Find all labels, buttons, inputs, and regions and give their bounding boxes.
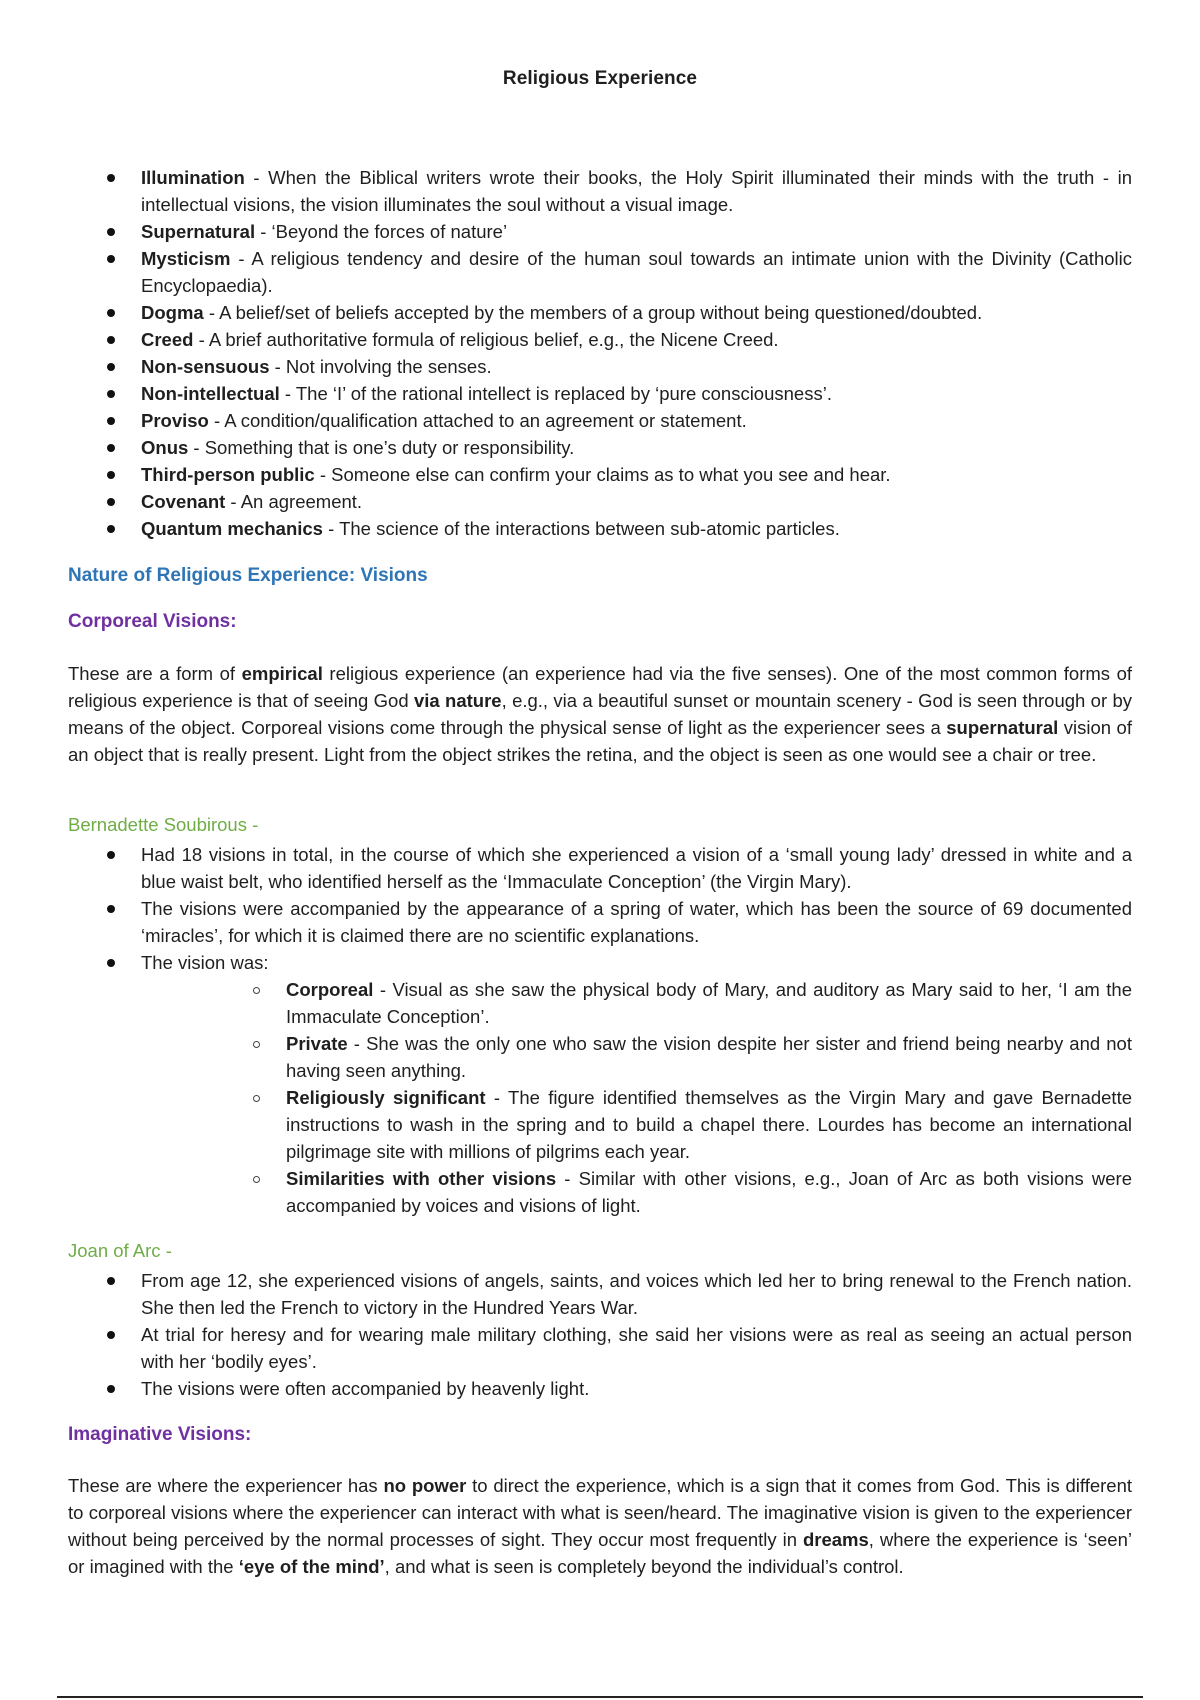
glossary-term: Onus	[141, 437, 189, 458]
list-item: From age 12, she experienced visions of angels, saints, and voices which led her to bring renewal to the French nation. She then led the French to victory in the Hundred Years War.	[68, 1267, 1132, 1321]
glossary-item	[68, 164, 1132, 218]
bold-run: empirical	[241, 663, 323, 684]
list-item: Had 18 visions in total, in the course of which she experienced a vision of a ‘small young lady’ dressed in white and a blue waist belt, who identified herself as the ‘Immaculate Conception’ (the Virgin Mary).	[68, 841, 1132, 895]
footer-divider	[57, 1696, 1143, 1698]
glossary-term: Supernatural	[141, 221, 256, 242]
text-run: to direct the experience, which is a sign that it comes from God. This is different to corporeal visions where the experiencer can interact with what is seen/heard. The imaginative vision is given to the experiencer without being perceived by the normal processes of sight. They occur most frequently in	[68, 1475, 1132, 1550]
glossary-definition: - A condition/qualification attached to an agreement or statement.	[208, 410, 747, 431]
text-run: , e.g., via a beautiful sunset or mountain scenery - God is seen through or by means of the object. Corporeal visions come through the physical sense of light as the experiencer sees a	[68, 690, 1132, 738]
glossary-item	[68, 299, 1132, 326]
glossary-definition: - The ‘I’ of the rational intellect is replaced by ‘pure consciousness’.	[279, 383, 832, 404]
glossary-term: Non-intellectual	[141, 383, 280, 404]
attribute-text: - Visual as she saw the physical body of Mary, and auditory as Mary said to her, ‘I am the Immaculate Conception’.	[286, 979, 1132, 1027]
sub-list-item	[141, 1030, 1132, 1084]
attribute-text: - Similar with other visions, e.g., Joan of Arc as both visions were accompanied by voices and visions of light.	[286, 1168, 1132, 1216]
glossary-item	[68, 218, 1132, 245]
bold-run: supernatural	[946, 717, 1059, 738]
glossary-item	[68, 245, 1132, 299]
list-item	[68, 949, 1132, 1219]
text-run: These are a form of	[68, 663, 242, 684]
text-run: , and what is seen is completely beyond the individual’s control.	[384, 1556, 904, 1577]
glossary-term: Proviso	[141, 410, 209, 431]
attribute-term: Private	[286, 1033, 348, 1054]
attribute-text: - The figure identified themselves as the Virgin Mary and gave Bernadette instructions to wash in the spring and to build a chapel there. Lourdes has become an international pilgrimage site with millions of pilgrims each year.	[286, 1087, 1133, 1162]
glossary-definition: - ‘Beyond the forces of nature’	[255, 221, 508, 242]
glossary-term: Quantum mechanics	[141, 518, 323, 539]
bernadette-list	[68, 841, 1132, 1219]
glossary-item	[68, 380, 1132, 407]
glossary-definition: - Something that is one’s duty or responsibility.	[188, 437, 575, 458]
glossary-term: Non-sensuous	[141, 356, 270, 377]
glossary-term: Dogma	[141, 302, 204, 323]
glossary-definition: - A brief authoritative formula of religious belief, e.g., the Nicene Creed.	[193, 329, 779, 350]
glossary-definition: - Not involving the senses.	[269, 356, 492, 377]
text-run: These are where the experiencer has	[68, 1475, 384, 1496]
text-run: , where the experience is ‘seen’ or imagined with the	[68, 1529, 1132, 1577]
corporeal-paragraph	[68, 660, 1132, 768]
text-run: vision of an object that is really present. Light from the object strikes the retina, and the object is seen as one would see a chair or tree.	[68, 717, 1132, 765]
sub-list-item	[141, 976, 1132, 1030]
attribute-term: Corporeal	[286, 979, 374, 1000]
list-item: The visions were accompanied by the appearance of a spring of water, which has been the source of 69 documented ‘miracles’, for which it is claimed there are no scientific explanations.	[68, 895, 1132, 949]
list-item-text: The vision was:	[141, 952, 269, 973]
imaginative-heading: Imaginative Visions:	[68, 1424, 252, 1445]
glossary-term: Mysticism	[141, 248, 231, 269]
glossary-item	[68, 434, 1132, 461]
corporeal-heading: Corporeal Visions:	[68, 611, 237, 632]
glossary-item	[68, 326, 1132, 353]
list-item: At trial for heresy and for wearing male military clothing, she said her visions were as real as seeing an actual person with her ‘bodily eyes’.	[68, 1321, 1132, 1375]
section-heading: Nature of Religious Experience: Visions	[68, 565, 428, 586]
glossary-term: Creed	[141, 329, 194, 350]
glossary-definition: - An agreement.	[225, 491, 363, 512]
glossary-item	[68, 353, 1132, 380]
bold-run: ‘eye of the mind’	[238, 1556, 385, 1577]
attribute-term: Religiously significant	[286, 1087, 486, 1108]
glossary-definition: - Someone else can confirm your claims as to what you see and hear.	[314, 464, 891, 485]
imaginative-paragraph	[68, 1472, 1132, 1580]
bold-run: via nature	[413, 690, 502, 711]
glossary-definition: - A belief/set of beliefs accepted by the members of a group without being questioned/doubted.	[203, 302, 983, 323]
glossary-item	[68, 515, 1132, 542]
attribute-text: - She was the only one who saw the vision despite her sister and friend being nearby and not having seen anything.	[286, 1033, 1132, 1081]
joan-list	[68, 1267, 1132, 1402]
vision-attributes-list	[141, 976, 1132, 1219]
glossary-term: Third-person public	[141, 464, 315, 485]
glossary-term: Illumination	[141, 167, 245, 188]
attribute-term: Similarities with other visions	[286, 1168, 557, 1189]
page-title: Religious Experience	[502, 68, 698, 89]
text-run: religious experience (an experience had via the five senses). One of the most common forms of religious experience is that of seeing God	[68, 663, 1132, 711]
sub-list-item	[141, 1084, 1132, 1165]
glossary-item	[68, 407, 1132, 434]
glossary-term: Covenant	[141, 491, 226, 512]
glossary-definition: - A religious tendency and desire of the human soul towards an intimate union with the Divinity (Catholic Encyclopaedia).	[141, 248, 1132, 296]
joan-heading: Joan of Arc -	[68, 1240, 172, 1261]
glossary-list	[68, 164, 1132, 542]
glossary-definition: - When the Biblical writers wrote their books, the Holy Spirit illuminated their minds with the truth - in intellectual visions, the vision illuminates the soul without a visual image.	[141, 167, 1132, 215]
glossary-item	[68, 488, 1132, 515]
glossary-definition: - The science of the interactions between sub-atomic particles.	[322, 518, 840, 539]
glossary-item	[68, 461, 1132, 488]
sub-list-item	[141, 1165, 1132, 1219]
list-item: The visions were often accompanied by heavenly light.	[68, 1375, 1132, 1402]
bold-run: no power	[383, 1475, 467, 1496]
bernadette-heading: Bernadette Soubirous -	[68, 814, 259, 835]
bold-run: dreams	[802, 1529, 869, 1550]
